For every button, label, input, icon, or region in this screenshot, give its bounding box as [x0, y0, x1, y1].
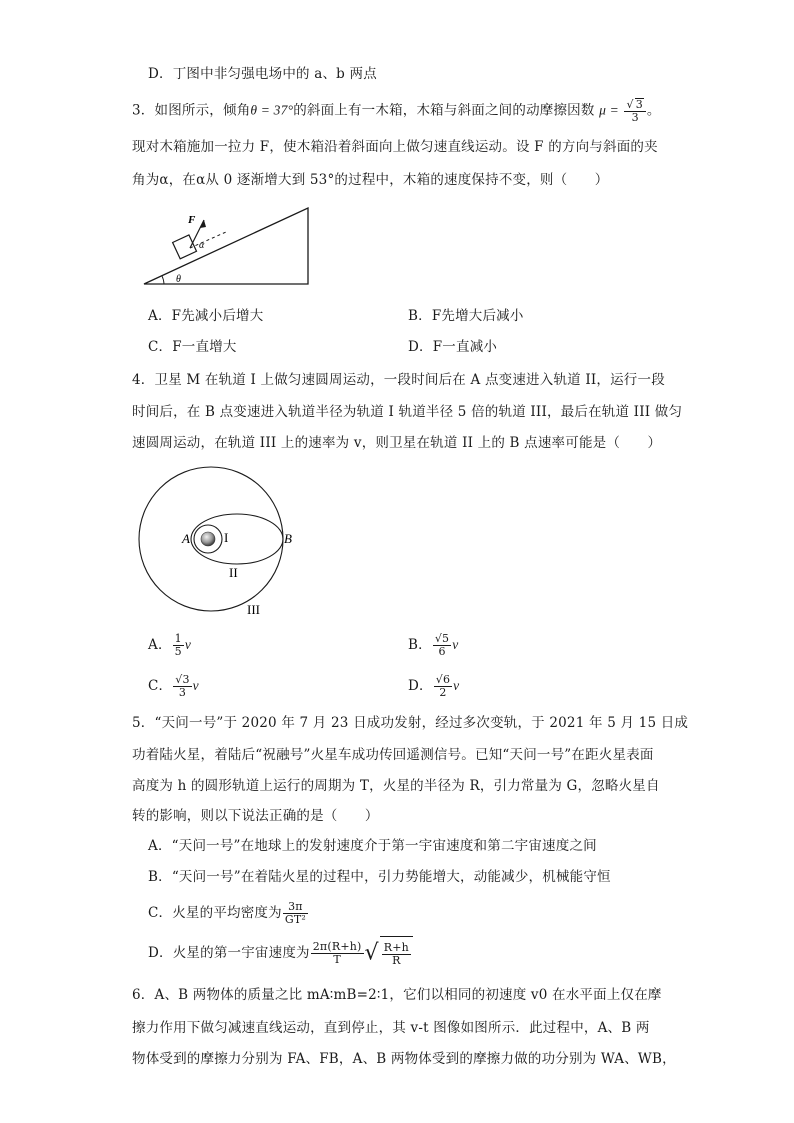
- q5-option-a: A．“天问一号”在地球上的发射速度介于第一宇宙速度和第二宇宙速度之间: [148, 838, 597, 854]
- q5-option-b: B．“天问一号”在着陆火星的过程中，引力势能增大，动能减少，机械能守恒: [148, 869, 611, 885]
- q5-option-d-text: D．火星的第一宇宙速度为: [148, 945, 310, 961]
- label-theta: θ: [176, 274, 181, 285]
- q4-stem-line3: 速圆周运动，在轨道 III 上的速率为 v，则卫星在轨道 II 上的 B 点速率可能是（ ）: [132, 435, 662, 451]
- q4-option-a-den: 5: [174, 645, 182, 658]
- q4-option-d-fraction: [434, 674, 452, 699]
- incline-triangle: [144, 208, 308, 284]
- q4-option-b-num: √5: [434, 632, 450, 645]
- q4-stem-line1: 4．卫星 M 在轨道 I 上做匀速圆周运动，一段时间后在 A 点变速进入轨道 II，运行一段: [132, 372, 665, 388]
- q4-option-c-prefix: C．: [148, 678, 173, 694]
- q6-stem-line1: 6．A、B 两物体的质量之比 mA∶mB=2∶1，它们以相同的初速度 v0 在水平面上仅在摩: [132, 987, 662, 1003]
- label-A: A: [182, 531, 190, 546]
- planet-icon: [201, 532, 215, 546]
- q5-option-c: [148, 898, 309, 928]
- q4-option-b-v: v: [452, 637, 459, 652]
- q3-option-a: A．F先减小后增大: [148, 308, 264, 324]
- q4-option-b: [408, 632, 458, 658]
- q4-option-a: [148, 632, 191, 658]
- q5-stem-line3: 高度为 h 的圆形轨道上运行的周期为 T，火星的半径为 R，引力常量为 G，忽略火星自: [132, 778, 660, 794]
- q3-mu: μ =: [599, 102, 619, 118]
- q5-option-d: [148, 936, 413, 971]
- q5-stem-line2: 功着陆火星，着陆后“祝融号”火星车成功传回遥测信号。已知“天问一号”在距火星表面: [132, 747, 654, 763]
- q3-line1-a: 3．如图所示，倾角: [132, 102, 251, 119]
- wooden-box: [173, 235, 197, 259]
- q4-orbit-figure: [128, 462, 328, 620]
- q3-stem-line1: [132, 98, 661, 124]
- q3-mu-den: 3: [631, 111, 639, 124]
- q5-option-d-num: 2π(R+h): [312, 940, 362, 953]
- q4-option-d-prefix: D．: [408, 678, 433, 694]
- q4-option-d-den: 2: [439, 686, 447, 699]
- q5-option-c-den: GT²: [284, 913, 306, 926]
- q5-option-c-num: 3π: [283, 901, 308, 914]
- q4-option-b-prefix: B．: [408, 637, 432, 653]
- incline-direction-dashed-line: [190, 232, 226, 248]
- q4-option-c-den: 3: [178, 686, 187, 699]
- q6-stem-line2: 擦力作用下做匀减速直线运动，直到停止，其 v-t 图像如图所示．此过程中，A、B 两: [132, 1020, 650, 1036]
- q5-option-d-fraction: [311, 941, 364, 966]
- label-I: I: [224, 530, 229, 545]
- q3-stem-line2: 现对木箱施加一拉力 F，使木箱沿着斜面向上做匀速直线运动。设 F 的方向与斜面的夹: [132, 139, 658, 155]
- q4-option-c-v: v: [192, 678, 199, 693]
- q4-option-c-num: √3: [175, 673, 190, 686]
- q5-stem-line1: 5．“天问一号”于 2020 年 7 月 23 日成功发射，经过多次变轨，于 2021 年 5 月 15 日成: [132, 715, 689, 731]
- q3-theta: θ = 37°: [250, 102, 294, 118]
- q4-option-d-num: √6: [435, 673, 451, 686]
- label-II: II: [229, 565, 238, 580]
- q5-option-c-text: C．火星的平均密度为: [148, 905, 282, 921]
- q4-option-a-prefix: A．: [148, 637, 172, 653]
- q3-option-d: D．F一直减小: [408, 339, 498, 355]
- q3-mu-fraction: $\frac{√ 3}{3}$: [624, 98, 645, 124]
- sqrt-icon: √: [364, 940, 379, 966]
- q3-stem-line3: 角为α，在α从 0 逐渐增大到 53°的过程中，木箱的速度保持不变，则（ ）: [132, 172, 609, 188]
- q4-option-d: [408, 673, 459, 699]
- q4-option-a-fraction: [173, 633, 184, 658]
- q3-line1-b: 的斜面上有一木箱，木箱与斜面之间的动摩擦因数: [293, 102, 595, 119]
- q3-mu-num: 3: [635, 98, 643, 111]
- q5-option-c-fraction: [283, 901, 308, 926]
- q2-option-d: D．丁图中非匀强电场中的 a、b 两点: [148, 66, 377, 82]
- q4-option-c: [148, 673, 199, 699]
- q3-option-c: C．F一直增大: [148, 339, 237, 355]
- q4-option-c-fraction: [173, 674, 191, 699]
- q5-stem-line4: 转的影响，则以下说法正确的是（ ）: [132, 808, 379, 824]
- q5-option-d-sqrt-num: R+h: [383, 941, 409, 954]
- label-III: III: [247, 602, 260, 617]
- label-F: F: [188, 214, 196, 226]
- q6-stem-line3: 物体受到的摩擦力分别为 FA、FB，A、B 两物体受到的摩擦力做的功分别为 WA、WB，: [132, 1051, 676, 1067]
- q3-incline-figure: [140, 202, 315, 290]
- q5-option-d-den: T: [333, 953, 341, 966]
- q4-option-b-fraction: [433, 633, 451, 658]
- theta-arc: [162, 276, 164, 284]
- q5-option-d-sqrt-den: R: [392, 954, 401, 967]
- label-alpha: α: [199, 240, 205, 251]
- q4-option-d-v: v: [453, 678, 460, 693]
- label-B: B: [284, 531, 292, 546]
- q4-stem-line2: 时间后，在 B 点变速进入轨道半径为轨道 I 轨道半径 5 倍的轨道 III，最后在轨道 III 做匀: [132, 404, 683, 420]
- q3-line1-end: 。: [646, 102, 661, 119]
- q4-option-b-den: 6: [438, 645, 446, 658]
- q4-option-a-v: v: [184, 637, 192, 652]
- q4-option-a-num: 1: [174, 632, 182, 645]
- q5-option-d-sqrt: [380, 936, 413, 971]
- q3-option-b: B．F先增大后减小: [408, 308, 524, 324]
